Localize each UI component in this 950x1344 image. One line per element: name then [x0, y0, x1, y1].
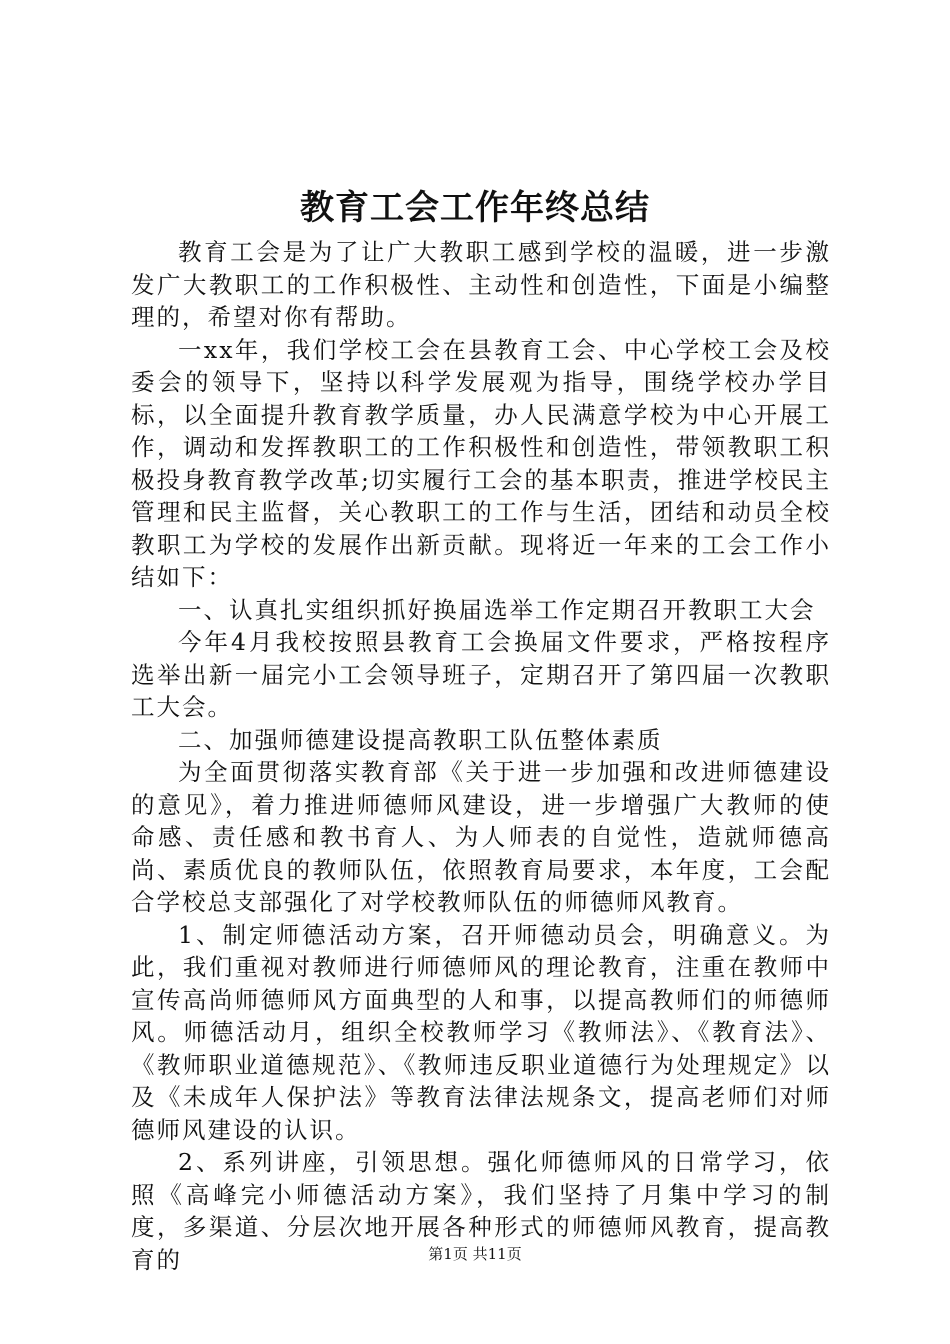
section-heading-2: 二、加强师德建设提高教职工队伍整体素质 — [178, 725, 663, 754]
page-footer: 第1页 共11页 — [428, 1245, 522, 1263]
overview-paragraph: 一xx年，我们学校工会在县教育工会、中心学校工会及校委会的领导下，坚持以科学发展观为指导，围绕学校办学目标，以全面提升教育教学质量，办人民满意学校为中心开展工作，调动和发挥教职工的工作积极性和创造性，带领教职工积极投身教育教学改革;切实履行工会的基本职责，推进学校民主管理和民主监督，关心教职工的工作与生活，团结和动员全校教职工为学校的发展作出新贡献。现将近一年来的工会工作小结如下： — [131, 335, 831, 591]
section-2-paragraph: 为全面贯彻落实教育部《关于进一步加强和改进师德建设的意见》，着力推进师德师风建设，进一步增强广大教师的使命感、责任感和教书育人、为人师表的自觉性，造就师德高尚、素质优良的教师队伍，依照教育局要求，本年度，工会配合学校总支部强化了对学校教师队伍的师德师风教育。 — [131, 758, 831, 916]
section-1-paragraph: 今年4月我校按照县教育工会换届文件要求，严格按程序选举出新一届完小工会领导班子，定期召开了第四届一次教职工大会。 — [131, 628, 831, 721]
document-body — [131, 236, 831, 1276]
section-heading-1: 一、认真扎实组织抓好换届选举工作定期召开教职工大会 — [178, 595, 816, 624]
section-2-item-1: 1、制定师德活动方案，召开师德动员会，明确意义。为此，我们重视对教师进行师德师风的理论教育，注重在教师中宣传高尚师德师风方面典型的人和事，以提高教师们的师德师风。师德活动月，组织全校教师学习《教师法》、《教育法》、《教师职业道德规范》、《教师违反职业道德行为处理规定》以及《未成年人保护法》等教育法律法规条文，提高老师们对师德师风建设的认识。 — [131, 920, 831, 1144]
section-2-item-2: 2、系列讲座，引领思想。强化师德师风的日常学习，依照《高峰完小师德活动方案》，我们坚持了月集中学习的制度，多渠道、分层次地开展各种形式的师德师风教育，提高教育的 — [131, 1148, 831, 1274]
intro-paragraph: 教育工会是为了让广大教职工感到学校的温暖，进一步激发广大教职工的工作积极性、主动性和创造性，下面是小编整理的，希望对你有帮助。 — [131, 238, 831, 331]
document-title: 教育工会工作年终总结 — [300, 188, 650, 228]
